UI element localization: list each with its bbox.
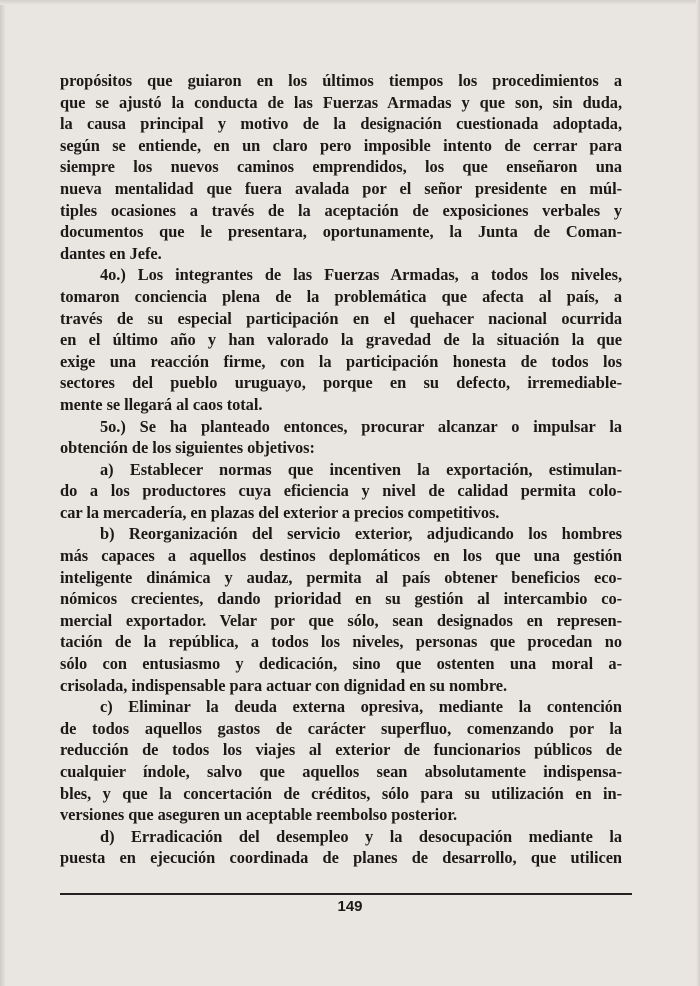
text-line: la causa principal y motivo de la designación cuestionada adoptada, xyxy=(60,114,622,134)
text-line: crisolada, indispensable para actuar con dignidad en su nombre. xyxy=(60,675,508,695)
text-line: 4o.) Los integrantes de las Fuerzas Armadas, a todos los niveles, xyxy=(100,265,622,285)
scan-edge-top xyxy=(0,0,700,5)
scan-edge-right xyxy=(696,0,700,986)
text-line: mercial exportador. Velar por que sólo, sean designados en represen- xyxy=(60,610,622,630)
text-line: car la mercadería, en plazas del exterior a precios competitivos. xyxy=(60,502,500,522)
text-line: tación de la república, a todos los niveles, personas que procedan no xyxy=(60,632,622,652)
text-line: 5o.) Se ha planteado entonces, procurar alcanzar o impulsar la xyxy=(100,416,622,436)
paragraph xyxy=(60,70,622,264)
page-body xyxy=(60,70,622,869)
text-line: inteligente dinámica y audaz, permita al país obtener beneficios eco- xyxy=(60,567,622,587)
text-line: nueva mentalidad que fuera avalada por el señor presidente en múl- xyxy=(60,178,622,198)
text-line: propósitos que guiaron en los últimos tiempos los procedimientos a xyxy=(60,71,622,90)
text-line: tomaron conciencia plena de la problemática que afecta al país, a xyxy=(60,286,622,306)
paragraph xyxy=(60,416,622,459)
text-line: nómicos crecientes, dando prioridad en su gestión al intercambio co- xyxy=(60,589,622,609)
text-line: mente se llegará al caos total. xyxy=(60,394,263,414)
text-line: obtención de los siguientes objetivos: xyxy=(60,438,315,458)
text-line: b) Reorganización del servicio exterior, adjudicando los hombres xyxy=(100,524,622,544)
text-line: d) Erradicación del desempleo y la desocupación mediante la xyxy=(100,826,622,846)
text-line: c) Eliminar la deuda externa opresiva, mediante la contención xyxy=(100,697,622,717)
paragraph xyxy=(60,523,622,696)
text-line: versiones que aseguren un aceptable reembolso posterior. xyxy=(60,805,458,825)
text-line: dantes en Jefe. xyxy=(60,243,162,263)
text-line: según se entiende, en un claro pero imposible intento de cerrar para xyxy=(60,135,622,155)
text-line: do a los productores cuya eficiencia y nivel de calidad permita colo- xyxy=(60,481,622,501)
text-line: a) Establecer normas que incentiven la exportación, estimulan- xyxy=(100,459,622,479)
text-line: más capaces a aquellos destinos deplomáticos en los que una gestión xyxy=(60,546,622,566)
text-line: través de su especial participación en el quehacer nacional ocurrida xyxy=(60,308,622,328)
scan-edge-left xyxy=(0,0,6,986)
text-line: sólo con entusiasmo y dedicación, sino que ostenten una moral a- xyxy=(60,654,622,674)
text-line: sectores del pueblo uruguayo, porque en su defecto, irremediable- xyxy=(60,373,622,393)
text-line: exige una reacción firme, con la participación honesta de todos los xyxy=(60,351,622,371)
paragraph xyxy=(60,264,622,415)
text-line: cualquier índole, salvo que aquellos sean absolutamente indispensa- xyxy=(60,762,622,781)
text-line: documentos que le presentara, oportunamente, la Junta de Coman- xyxy=(60,222,622,242)
paragraph xyxy=(60,459,622,524)
paragraph xyxy=(60,826,622,869)
text-line: tiples ocasiones a través de la aceptación de exposiciones verbales y xyxy=(60,200,622,220)
text-line: reducción de todos los viajes al exterior de funcionarios públicos de xyxy=(60,740,622,760)
text-line: bles, y que la concertación de créditos, sólo para su utilización en in- xyxy=(60,783,622,803)
text-line: de todos aquellos gastos de carácter superfluo, comenzando por la xyxy=(60,718,622,738)
footer-rule xyxy=(60,893,632,895)
text-line: que se ajustó la conducta de las Fuerzas Armadas y que son, sin duda, xyxy=(60,92,622,112)
text-line: siempre los nuevos caminos emprendidos, los que enseñaron una xyxy=(60,157,622,177)
text-line: puesta en ejecución coordinada de planes de desarrollo, que utilicen xyxy=(60,848,622,868)
text-line: en el último año y han valorado la gravedad de la situación la que xyxy=(60,330,622,350)
page-number: 149 xyxy=(337,898,363,915)
paragraph xyxy=(60,696,622,826)
